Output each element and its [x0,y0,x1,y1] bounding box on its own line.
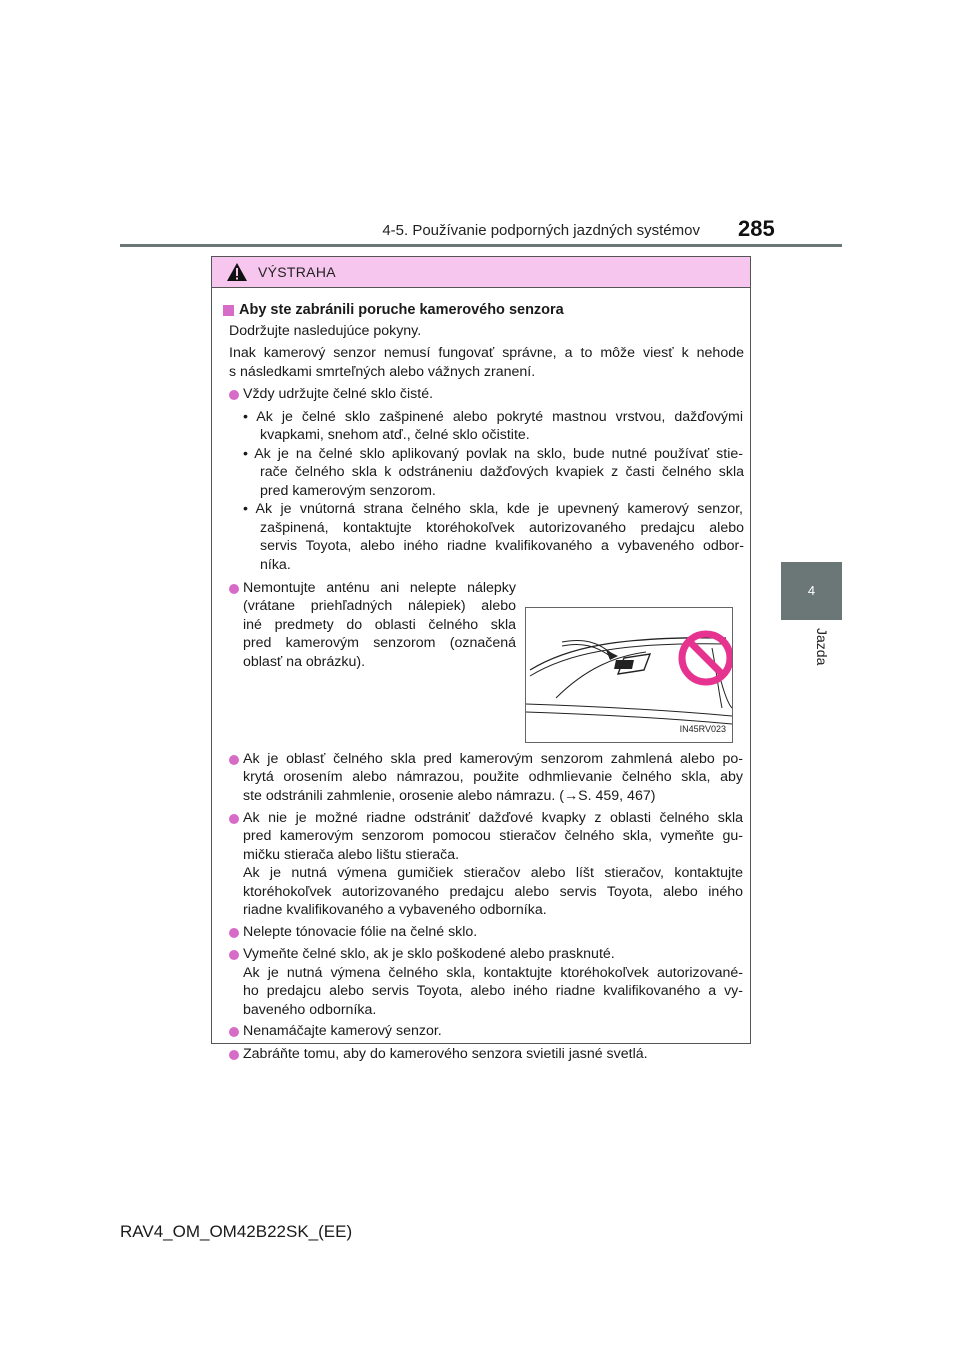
sub-3a: • Ak je vnútorná strana čelného skla, kde je upevnený kamerový senzor, [243,501,743,517]
warning-box [211,256,751,1062]
bullet-2b: (vrátane priehľadných nálepiek) alebo [243,598,516,614]
bullet-dot-icon [229,1050,239,1060]
bullet-dot-icon [229,814,239,824]
bullet-7: Nenamáčajte kamerový senzor. [243,1023,442,1039]
bullet-dot-icon [229,755,239,765]
bullet-2d: pred kamerovým senzorom (označená [243,635,516,651]
section-heading [223,301,564,320]
sub-3b: zašpinená, kontaktujte ktoréhokoľvek autorizovaného predajcu alebo [260,520,744,536]
page-number: 285 [738,216,775,241]
bullet-5: Nelepte tónovacie fólie na čelné sklo. [243,924,478,940]
warning-triangle-icon [226,262,248,282]
section-heading-text: Aby ste zabránili poruche kamerového senzora [239,302,564,318]
bullet-3c: ste odstránili zahmlenie, orosenie alebo námrazu. (→S. 459, 467) [243,788,656,804]
bullet-3b: krytá orosením alebo námrazou, použite odhmlievanie čelného skla, aby [243,769,743,785]
side-tab-number: 4 [781,562,842,620]
sub-3c: servis Toyota, alebo iného riadne kvalifikovaného a vybaveného odbor- [260,538,744,554]
sub-1b: kvapkami, snehom atď., čelné sklo očistite. [260,427,530,443]
bullet-3a: Ak je oblasť čelného skla pred kamerovým senzorom zahmlená alebo po- [243,751,743,767]
bullet-dot-icon [229,928,239,938]
bullet-6a: Vymeňte čelné sklo, ak je sklo poškodené alebo prasknuté. [243,946,615,962]
sub-1a: • Ak je čelné sklo zašpinené alebo pokryté mastnou vrstvou, dažďovými [243,409,743,425]
bullet-dot-icon [229,1027,239,1037]
header-rule [120,244,842,247]
side-tab-label: Jazda [814,628,830,666]
bullet-dot-icon [229,584,239,594]
bullet-6c: ho predajcu alebo servis Toyota, alebo iného riadne kvalifikovaného a vy- [243,983,743,999]
bullet-1: Vždy udržujte čelné sklo čisté. [243,386,434,402]
sub-2b: rače čelného skla k odstráneniu dažďových kvapiek z časti čelného skla [260,464,744,480]
bullet-2a: Nemontujte anténu ani nelepte nálepky [243,580,516,596]
bullet-8: Zabráňte tomu, aby do kamerového senzora svietili jasné svetlá. [243,1046,648,1062]
intro-line-2b: s následkami smrteľných alebo vážnych zranení. [229,364,536,380]
sub-3d: níka. [260,557,291,573]
bullet-4b: pred kamerovým senzorom pomocou stieračov čelného skla, vymeňte gu- [243,828,743,844]
footer-manual-code: RAV4_OM_OM42B22SK_(EE) [120,1222,353,1241]
bullet-dot-icon [229,950,239,960]
bullet-6d: baveného odborníka. [243,1002,377,1018]
bullet-4d: Ak je nutná výmena gumičiek stieračov alebo líšt stieračov, kontaktujte [243,865,743,881]
windshield-illustration [525,607,733,743]
warning-header [212,257,750,288]
header-section-title: 4-5. Používanie podporných jazdných systémov [382,222,700,239]
intro-line-2a: Inak kamerový senzor nemusí fungovať správne, a to môže viesť k nehode [229,345,744,361]
bullet-2c: iné predmety do oblasti čelného skla [243,617,516,633]
bullet-2e: oblasť na obrázku). [243,654,366,670]
square-bullet-icon [223,305,234,316]
intro-line-1: Dodržujte nasledujúce pokyny. [229,323,422,339]
sub-2a: • Ak je na čelné sklo aplikovaný povlak na sklo, bude nutné používať stie- [243,446,743,462]
warning-title: VÝSTRAHA [258,264,336,280]
bullet-dot-icon [229,390,239,400]
bullet-6b: Ak je nutná výmena čelného skla, kontaktujte ktoréhokoľvek autorizované- [243,965,743,981]
image-code: IN45RV023 [679,723,726,734]
bullet-4a: Ak nie je možné riadne odstrániť dažďové kvapky z oblasti čelného skla [243,810,743,826]
bullet-4c: mičku stierača alebo lištu stierača. [243,847,460,863]
bullet-4f: riadne kvalifikovaného a vybaveného odborníka. [243,902,547,918]
sub-2c: pred kamerovým senzorom. [260,483,436,499]
bullet-4e: ktoréhokoľvek autorizovaného predajcu alebo servis Toyota, alebo iného [243,884,743,900]
